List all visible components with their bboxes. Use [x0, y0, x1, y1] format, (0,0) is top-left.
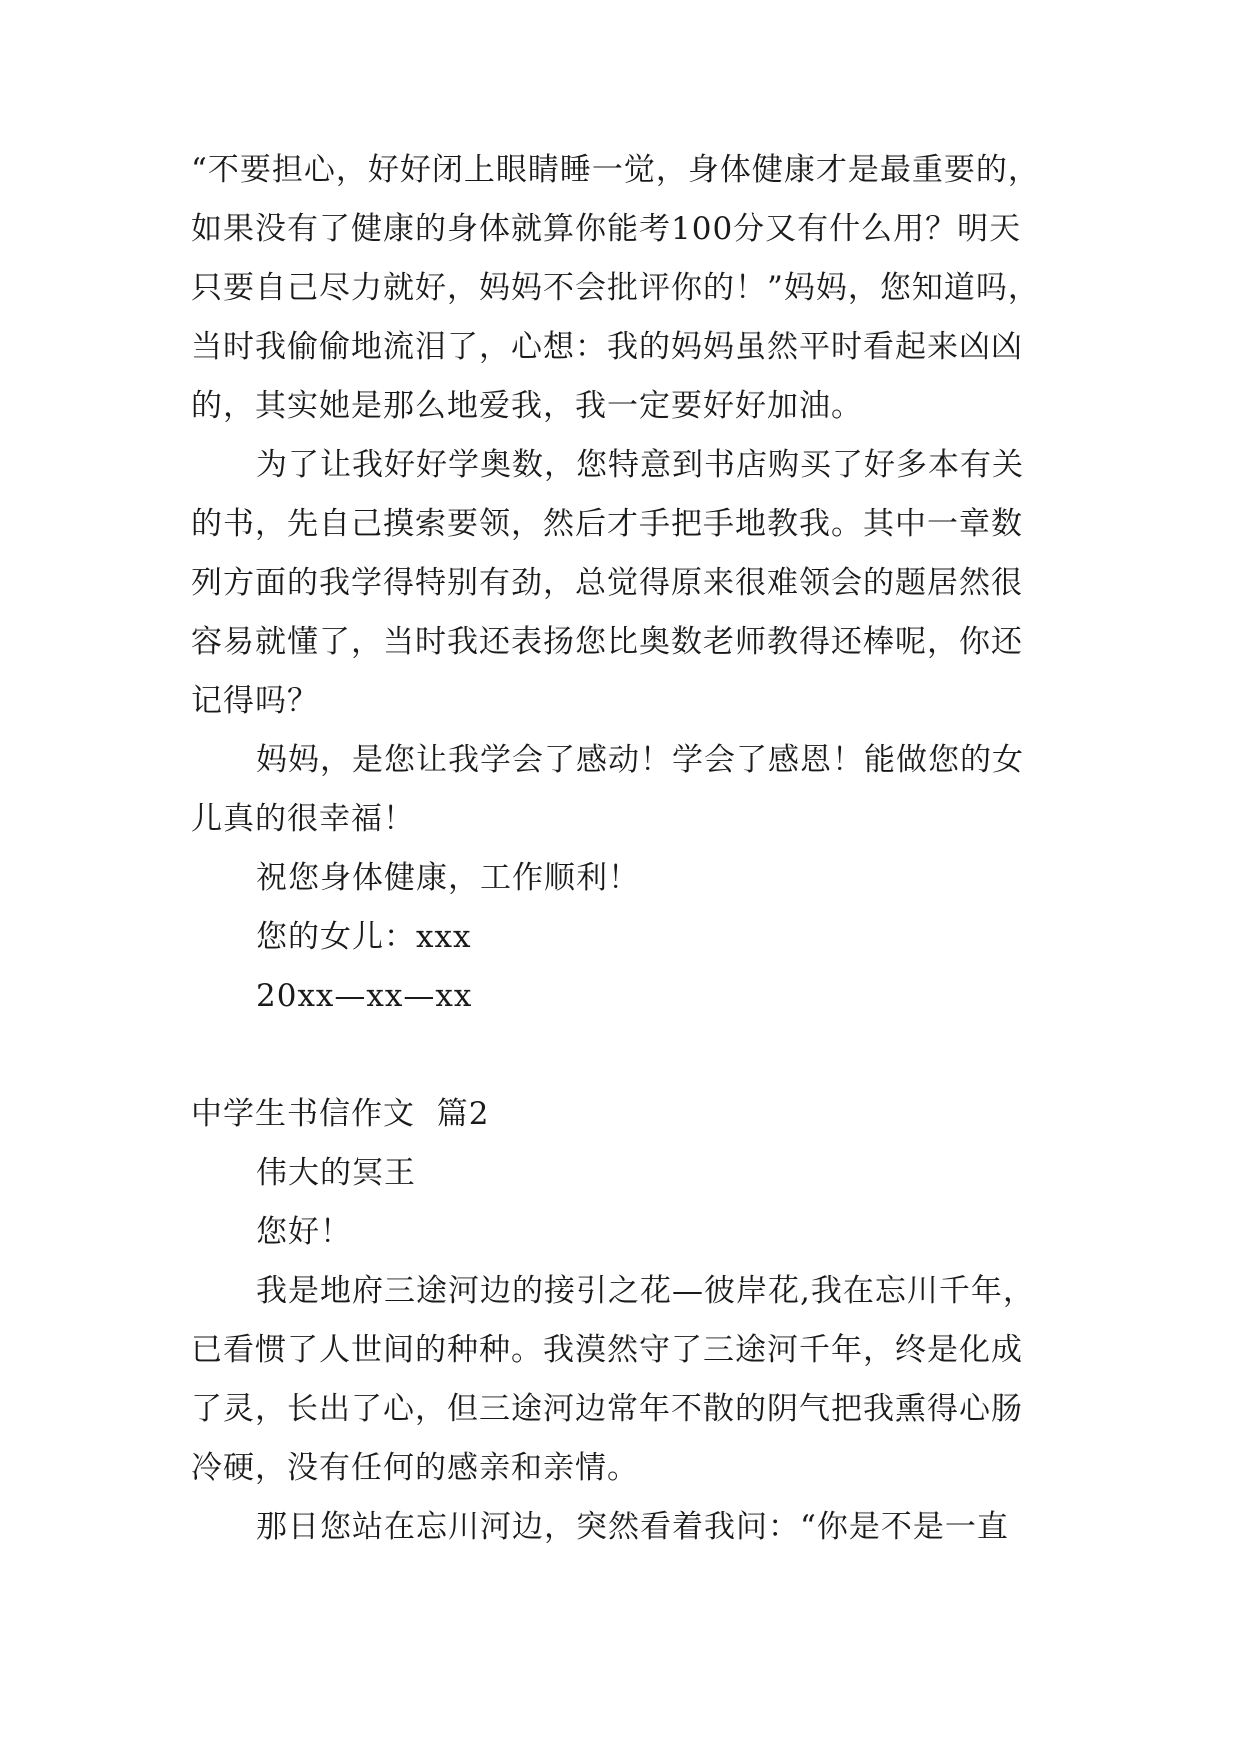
text-line: 列方面的我学得特别有劲，总觉得原来很难领会的题居然很 [191, 565, 1023, 601]
text-line: 当时我偷偷地流泪了，心想：我的妈妈虽然平时看起来凶凶 [191, 329, 1023, 365]
text-line: 的，其实她是那么地爱我，我一定要好好加油。 [191, 388, 863, 424]
text-line: “不要担心，好好闭上眼睛睡一觉，身体健康才是最重要的， [191, 152, 1040, 188]
text-line: 了灵，长出了心，但三途河边常年不散的阴气把我熏得心肠 [191, 1391, 1023, 1427]
text-line: 只要自己尽力就好，妈妈不会批评你的！”妈妈，您知道吗， [191, 270, 1040, 306]
closing-line: 祝您身体健康，工作顺利！ [256, 860, 640, 896]
text-line: 为了让我好好学奥数，您特意到书店购买了好多本有关 [256, 447, 1024, 483]
text-line: 记得吗？ [191, 683, 319, 719]
text-line: 如果没有了健康的身体就算你能考100分又有什么用？明天 [191, 211, 1022, 247]
text-line: 冷硬，没有任何的感亲和亲情。 [191, 1450, 639, 1486]
text-line: 我是地府三途河边的接引之花—彼岸花,我在忘川千年， [256, 1273, 1035, 1309]
text-line: 儿真的很幸福！ [191, 801, 415, 837]
text-line: 妈妈，是您让我学会了感动！学会了感恩！能做您的女 [256, 742, 1024, 778]
section-heading: 中学生书信作文 篇2 [191, 1096, 490, 1132]
text-line: 那日您站在忘川河边，突然看着我问：“你是不是一直 [256, 1509, 1009, 1545]
salutation-line: 伟大的冥王 [256, 1155, 416, 1191]
greeting-line: 您好！ [256, 1214, 352, 1250]
text-line: 的书，先自己摸索要领，然后才手把手地教我。其中一章数 [191, 506, 1023, 542]
text-line: 已看惯了人世间的种种。我漠然守了三途河千年，终是化成 [191, 1332, 1023, 1368]
date-line: 20xx—xx—xx [256, 978, 473, 1014]
signature-line: 您的女儿：xxx [256, 919, 472, 955]
text-line: 容易就懂了，当时我还表扬您比奥数老师教得还棒呢，你还 [191, 624, 1023, 660]
